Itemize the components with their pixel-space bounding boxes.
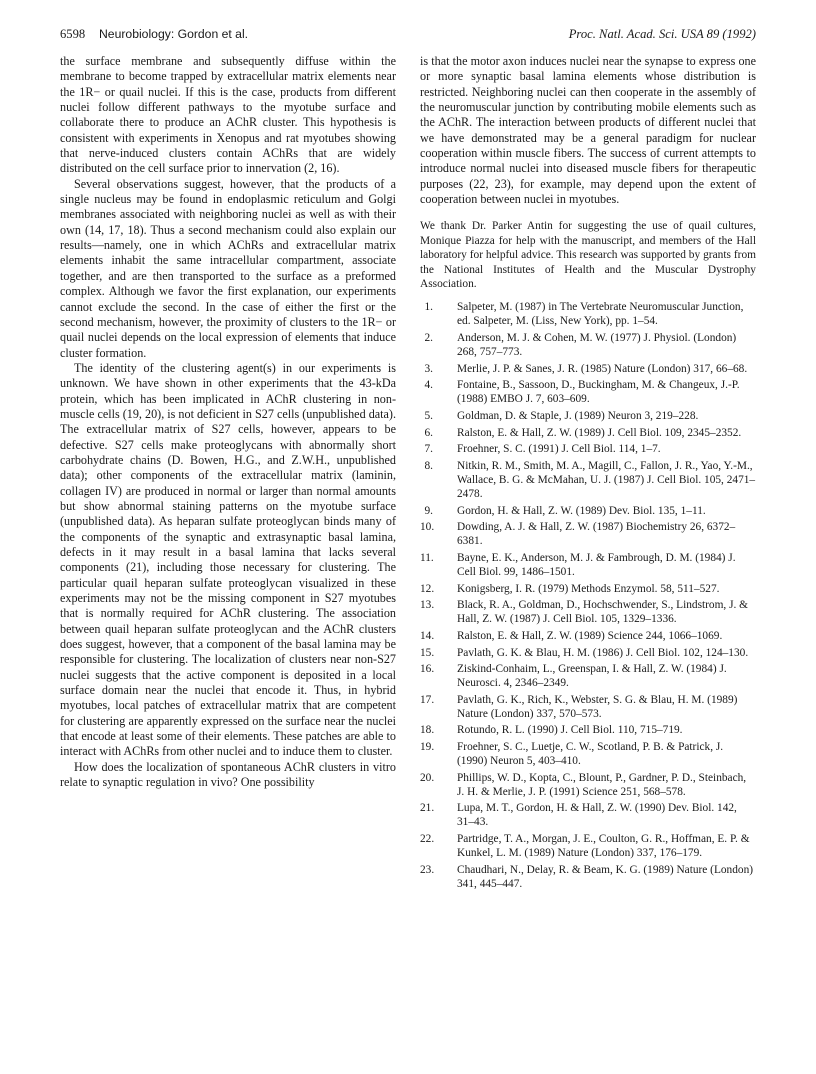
reference-text: Lupa, M. T., Gordon, H. & Hall, Z. W. (1990) Dev. Biol. 142, 31–43. bbox=[457, 802, 737, 829]
reference-item bbox=[420, 833, 756, 861]
reference-text: Phillips, W. D., Kopta, C., Blount, P., Gardner, P. D., Steinbach, J. H. & Merlie, J. P. (1991) Science 251, 568–578. bbox=[457, 771, 747, 798]
reference-number: 22. bbox=[420, 833, 435, 846]
reference-item bbox=[420, 802, 756, 830]
reference-number: 20. bbox=[420, 771, 435, 784]
reference-number: 10. bbox=[420, 521, 435, 534]
reference-number: 14. bbox=[420, 629, 435, 642]
reference-item bbox=[420, 427, 756, 441]
reference-text: Black, R. A., Goldman, D., Hochschwender, S., Lindstrom, J. & Hall, Z. W. (1987) J. Cell Biol. 105, 1329–1336. bbox=[457, 599, 748, 626]
body-paragraph: Several observations suggest, however, that the products of a single nucleus may be found in endoplasmic reticulum and Golgi membranes associated with neighboring nuclei as well as with their own (14, 17, 18). Thus a second mechanism could also explain our results—namely, one in which AChRs and extracellular matrix elements inhabit the same intracellular compartment, associate together, and are then transported to the surface as a preformed complex. Although we favor the first explanation, our experiments cannot exclude the second. In the case of either the first or the second mechanism, however, the proximity of clusters to the 1R− or quail nuclei depends on the local expression of elements that induce cluster formation. bbox=[60, 176, 396, 360]
reference-number: 19. bbox=[420, 741, 435, 754]
body-paragraph: the surface membrane and subsequently diffuse within the membrane to become trapped by extracellular matrix elements near the 1R− or quail nuclei. If this is the case, products from different nuclei follow different pathways to the myotube surface and collaborate there to produce an AChR cluster. This hypothesis is consistent with experiments in Xenopus and rat myotubes showing that nerve-induced clusters contain AChRs that are widely distributed on the cell surface prior to innervation (2, 16). bbox=[60, 54, 396, 176]
reference-item bbox=[420, 379, 756, 407]
reference-text: Bayne, E. K., Anderson, M. J. & Fambrough, D. M. (1984) J. Cell Biol. 99, 1486–1501. bbox=[457, 551, 736, 578]
reference-number: 6. bbox=[424, 426, 433, 439]
reference-item bbox=[420, 647, 756, 661]
reference-text: Nitkin, R. M., Smith, M. A., Magill, C., Fallon, J. R., Yao, Y.-M., Wallace, B. G. & McMahan, U. J. (1987) J. Cell Biol. 105, 2471–2478. bbox=[457, 460, 756, 500]
reference-number: 12. bbox=[420, 582, 435, 595]
reference-text: Merlie, J. P. & Sanes, J. R. (1985) Nature (London) 317, 66–68. bbox=[457, 362, 748, 375]
body-paragraph: The identity of the clustering agent(s) in our experiments is unknown. We have shown in other experiments that the 43-kDa protein, which has been implicated in AChR clustering in non-muscle cells (19, 20), is not deficient in S27 cells (unpublished data). The extracellular matrix of S27 cells, however, appears to be defective. S27 cells make proteoglycans with abnormally short carbohydrate chains (D. Bowen, H.G., and Z.W.H., unpublished data); other components of the extracellular matrix (laminin, collagen IV) are produced in normal or larger than normal amounts but show abnormal staining patterns on the myotube surface (unpublished data). As heparan sulfate proteoglycan binds many of the components of the synaptic and extrasynaptic basal lamina, defects in it may result in a basal lamina that lacks several components (21), including those necessary for clustering. The particular quail heparan sulfate proteoglycan visualized in these experiments may not be the missing component in S27 myotubes that is normally required for AChR clustering. The association between quail heparan sulfate proteoglycan and the AChR clusters does suggest, however, that a component of the basal lamina may be responsible for clustering. The localization of clusters near non-S27 nuclei suggests that the active component is deposited in a local surface domain near the nuclei that encode it. Thus, in hybrid myotubes, local patches of extracellular matrix that are competent for clustering are apparently expressed on the surface near the nuclei that encode at least some of their elements. These patches are able to interact with AChRs from other nuclei and to induce them to cluster. bbox=[60, 360, 396, 759]
reference-text: Salpeter, M. (1987) in The Vertebrate Neuromuscular Junction, ed. Salpeter, M. (Liss, New York), pp. 1–54. bbox=[457, 301, 744, 328]
reference-number: 4. bbox=[424, 379, 433, 392]
reference-item bbox=[420, 505, 756, 519]
reference-item bbox=[420, 410, 756, 424]
reference-number: 8. bbox=[424, 460, 433, 473]
reference-text: Ralston, E. & Hall, Z. W. (1989) J. Cell Biol. 109, 2345–2352. bbox=[457, 426, 742, 439]
page-number: 6598 bbox=[60, 27, 86, 41]
reference-text: Fontaine, B., Sassoon, D., Buckingham, M. & Changeux, J.-P. (1988) EMBO J. 7, 603–609. bbox=[457, 379, 740, 406]
reference-number: 5. bbox=[424, 410, 433, 422]
reference-item bbox=[420, 301, 756, 329]
reference-text: Goldman, D. & Staple, J. (1989) Neuron 3, 219–228. bbox=[457, 410, 699, 422]
running-header bbox=[60, 24, 756, 44]
reference-text: Konigsberg, I. R. (1979) Methods Enzymol. 58, 511–527. bbox=[457, 582, 720, 595]
reference-text: Dowding, A. J. & Hall, Z. W. (1987) Biochemistry 26, 6372–6381. bbox=[457, 521, 736, 548]
reference-item bbox=[420, 772, 756, 800]
reference-number: 17. bbox=[420, 693, 435, 706]
reference-item bbox=[420, 663, 756, 691]
reference-item bbox=[420, 724, 756, 738]
reference-item bbox=[420, 864, 756, 892]
section-author-label: Neurobiology: Gordon et al. bbox=[99, 27, 249, 41]
reference-item bbox=[420, 521, 756, 549]
right-column bbox=[420, 54, 756, 894]
left-column bbox=[60, 54, 396, 791]
reference-number: 1. bbox=[424, 301, 433, 314]
reference-number: 13. bbox=[420, 599, 435, 612]
reference-item bbox=[420, 630, 756, 644]
reference-text: Chaudhari, N., Delay, R. & Beam, K. G. (1989) Nature (London) 341, 445–447. bbox=[457, 863, 754, 890]
reference-text: Anderson, M. J. & Cohen, M. W. (1977) J. Physiol. (London) 268, 757–773. bbox=[457, 332, 737, 358]
reference-number: 9. bbox=[424, 504, 433, 517]
reference-text: Pavlath, G. K. & Blau, H. M. (1986) J. Cell Biol. 102, 124–130. bbox=[457, 646, 749, 659]
acknowledgment: We thank Dr. Parker Antin for suggesting the use of quail cultures, Monique Piazza for help with the manuscript, and members of the Hall laboratory for helpful advice. This research was supported by grants from the National Institutes of Health and the Muscular Dystrophy Association. bbox=[420, 220, 756, 291]
reference-number: 11. bbox=[420, 551, 434, 564]
reference-text: Rotundo, R. L. (1990) J. Cell Biol. 110, 715–719. bbox=[457, 724, 683, 737]
reference-number: 23. bbox=[420, 863, 435, 876]
reference-text: Gordon, H. & Hall, Z. W. (1989) Dev. Biol. 135, 1–11. bbox=[457, 504, 706, 517]
reference-item bbox=[420, 552, 756, 580]
reference-text: Froehner, S. C. (1991) J. Cell Biol. 114, 1–7. bbox=[457, 443, 661, 456]
reference-number: 7. bbox=[424, 443, 433, 456]
reference-text: Ziskind-Conhaim, L., Greenspan, I. & Hall, Z. W. (1984) J. Neurosci. 4, 2346–2349. bbox=[457, 663, 727, 690]
reference-text: Froehner, S. C., Luetje, C. W., Scotland, P. B. & Patrick, J. (1990) Neuron 5, 403–410. bbox=[457, 741, 724, 768]
reference-item bbox=[420, 443, 756, 457]
reference-item bbox=[420, 694, 756, 722]
reference-item bbox=[420, 599, 756, 627]
reference-number: 16. bbox=[420, 663, 435, 676]
reference-item bbox=[420, 741, 756, 769]
reference-text: Ralston, E. & Hall, Z. W. (1989) Science 244, 1066–1069. bbox=[457, 629, 723, 642]
reference-text: Partridge, T. A., Morgan, J. E., Coulton, G. R., Hoffman, E. P. & Kunkel, L. M. (1989) Nature (London) 337, 176–179. bbox=[457, 833, 750, 859]
reference-number: 2. bbox=[424, 332, 433, 345]
reference-item bbox=[420, 363, 756, 377]
reference-item bbox=[420, 460, 756, 502]
body-paragraph: How does the localization of spontaneous AChR clusters in vitro relate to synaptic regulation in vivo? One possibility bbox=[60, 759, 396, 790]
reference-number: 21. bbox=[420, 802, 435, 815]
reference-item bbox=[420, 332, 756, 360]
journal-citation: Proc. Natl. Acad. Sci. USA 89 (1992) bbox=[568, 27, 756, 41]
reference-number: 3. bbox=[424, 362, 433, 375]
reference-number: 15. bbox=[420, 646, 435, 659]
body-paragraph: is that the motor axon induces nuclei near the synapse to express one or more synaptic basal lamina elements whose distribution is restricted. Neighboring nuclei can then cooperate in the assembly of the neuromuscular junction by contributing mobile elements such as the AChR. The interaction between products of different nuclei that we have demonstrated may be a general paradigm for nuclear cooperation within muscle fibers. The success of current attempts to introduce normal nuclei into diseased muscle fibers for therapeutic purposes (22, 23), for example, may depend upon the extent of cooperation between nuclei in myotubes. bbox=[420, 54, 756, 207]
reference-text: Pavlath, G. K., Rich, K., Webster, S. G. & Blau, H. M. (1989) Nature (London) 337, 570–573. bbox=[457, 693, 738, 720]
reference-list bbox=[420, 301, 756, 891]
reference-number: 18. bbox=[420, 724, 435, 737]
reference-item bbox=[420, 583, 756, 597]
